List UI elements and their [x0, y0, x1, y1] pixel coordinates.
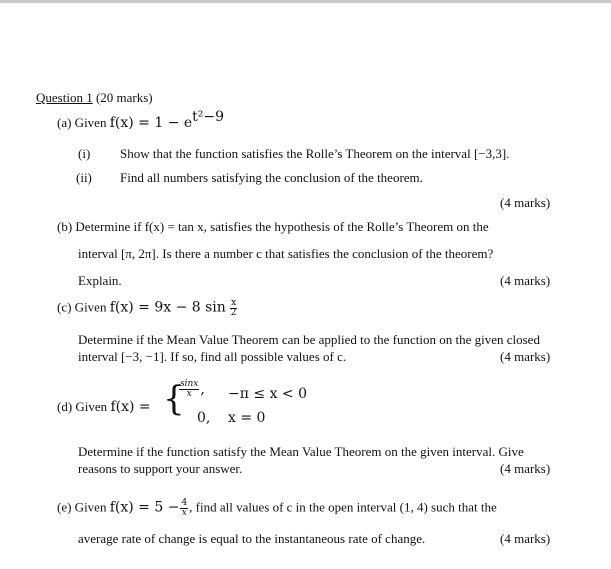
part-d-case-1-fraction	[179, 380, 199, 399]
part-e-frac-den: x	[181, 508, 187, 518]
part-e-label: (e) Given	[57, 499, 107, 515]
part-c-fraction	[230, 299, 237, 318]
part-e-marks: (4 marks)	[500, 531, 551, 546]
part-e-rest: , find all values of c in the open interval (1, 4) such that the	[189, 499, 497, 515]
part-a-statement	[57, 109, 225, 131]
part-d-function: f(x) =	[110, 399, 151, 415]
question-marks: (20 marks)	[95, 90, 153, 105]
part-c-statement	[57, 299, 238, 318]
part-d-case-1-condition: −π ≤ x < 0	[228, 386, 307, 402]
part-d-line-2: reasons to support your answer.	[78, 461, 243, 476]
part-b-marks: (4 marks)	[500, 273, 551, 288]
part-a-function: f(x) = 1 − e	[109, 115, 193, 131]
top-border	[0, 0, 611, 3]
part-e-fraction	[180, 499, 188, 518]
part-c-function: f(x) = 9x − 8 sin	[109, 299, 226, 316]
part-d-case-2-value: 0,	[197, 410, 211, 426]
part-c-frac-den: 2	[230, 308, 237, 318]
part-d-statement	[57, 399, 151, 415]
part-a-item-i-num: (i)	[78, 146, 91, 161]
part-c-marks: (4 marks)	[500, 349, 551, 364]
part-a-item-i-text: Show that the function satisfies the Rolle’s Theorem on the interval [−3,3].	[120, 146, 510, 161]
part-d-marks: (4 marks)	[500, 461, 551, 476]
part-b-line-1: (b) Determine if f(x) = tan x, satisfies the hypothesis of the Rolle’s Theorem on the	[57, 219, 489, 234]
part-d-case-2-condition: x = 0	[228, 410, 266, 426]
piecewise-brace: {	[163, 379, 185, 419]
part-b-line-2: interval [π, 2π]. Is there a number c that satisfies the conclusion of the theorem?	[78, 246, 494, 261]
part-a-item-ii-text: Find all numbers satisfying the conclusion of the theorem.	[120, 170, 423, 185]
part-a-item-ii-num: (ii)	[76, 170, 92, 185]
part-a-marks: (4 marks)	[500, 195, 551, 210]
part-c-frac-num: x	[231, 298, 237, 308]
part-b-line-3: Explain.	[78, 273, 122, 288]
question-title: Question 1	[36, 90, 93, 105]
part-d-case-1: $\frac{\sin x}{x}$ ,	[180, 379, 205, 399]
part-d-line-1: Determine if the function satisfy the Mean Value Theorem on the given interval. Give	[78, 444, 524, 459]
part-e-line-2: average rate of change is equal to the instantaneous rate of change.	[78, 531, 426, 546]
part-a-label: (a) Given	[57, 115, 107, 130]
part-e-frac-num: 4	[181, 498, 188, 508]
part-e-function: f(x) = 5 −	[109, 499, 180, 516]
part-a-exponent: t²−9	[192, 109, 225, 125]
part-d-case-1-den: x	[186, 389, 192, 399]
question-heading	[36, 90, 153, 106]
part-c-line-2: interval [−3, −1]. If so, find all possible values of c.	[78, 349, 347, 364]
part-c-line-1: Determine if the Mean Value Theorem can be applied to the function on the given closed	[78, 332, 540, 347]
part-e-statement	[57, 499, 497, 518]
part-c-label: (c) Given	[57, 299, 107, 315]
part-d-case-1-num: sinx	[180, 379, 199, 389]
part-d-label: (d) Given	[57, 399, 108, 414]
